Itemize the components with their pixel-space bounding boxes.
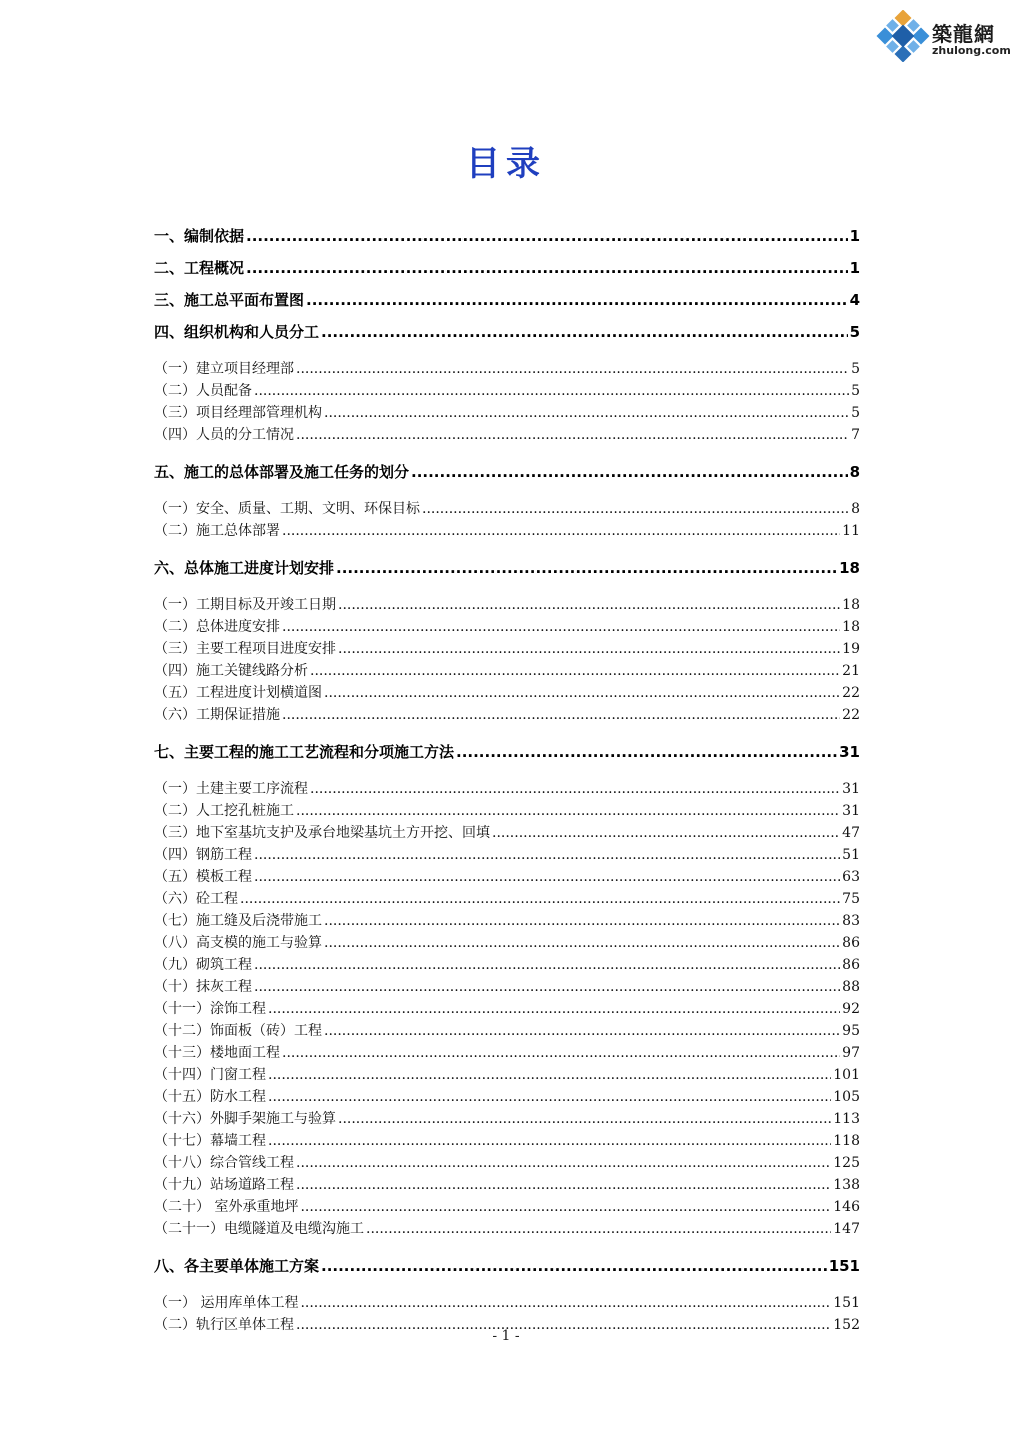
toc-leader-dots <box>310 778 840 800</box>
toc-entry-label: （二十） 室外承重地坪 <box>154 1199 299 1215</box>
toc-entry-label: 四、组织机构和人员分工 <box>154 323 320 341</box>
toc-section-entry[interactable] <box>154 932 860 954</box>
toc-entry-label: 八、各主要单体施工方案 <box>154 1257 320 1275</box>
toc-section-entry[interactable] <box>154 844 860 866</box>
toc-entry-label: （五）工程进度计划横道图 <box>154 685 322 701</box>
toc-entry-label: （五）模板工程 <box>154 869 252 885</box>
toc-entry-label: 六、总体施工进度计划安排 <box>154 559 335 577</box>
logo-text-en: zhulong.com <box>932 44 1011 57</box>
toc-section-entry[interactable] <box>154 1130 860 1152</box>
toc-entry-label: （十四）门窗工程 <box>154 1067 266 1083</box>
toc-entry-page: 21 <box>842 663 860 679</box>
toc-chapter-entry[interactable] <box>154 1250 860 1282</box>
toc-entry-label: （七）施工缝及后浇带施工 <box>154 913 322 929</box>
toc-leader-dots <box>422 498 849 520</box>
toc-entry-label: 一、编制依据 <box>154 227 245 245</box>
toc-section-entry[interactable] <box>154 1064 860 1086</box>
toc-section-entry[interactable] <box>154 1108 860 1130</box>
toc-leader-dots <box>282 520 840 542</box>
toc-entry-page: 113 <box>833 1111 860 1127</box>
toc-leader-dots <box>324 910 840 932</box>
toc-leader-dots <box>268 1064 831 1086</box>
toc-leader-dots <box>492 822 840 844</box>
toc-entry-page: 8 <box>849 463 860 481</box>
logo-diamond-icon <box>876 10 930 62</box>
toc-entry-page: 105 <box>833 1089 860 1105</box>
toc-leader-dots <box>296 800 840 822</box>
toc-leader-dots <box>282 616 840 638</box>
table-of-contents <box>154 220 860 1336</box>
toc-entry-label: （二）施工总体部署 <box>154 523 280 539</box>
toc-chapter-entry[interactable] <box>154 456 860 488</box>
toc-entry-label: 五、施工的总体部署及施工任务的划分 <box>154 463 410 481</box>
toc-entry-label: 二、工程概况 <box>154 259 245 277</box>
toc-section-entry[interactable] <box>154 682 860 704</box>
toc-section-entry[interactable] <box>154 1196 860 1218</box>
toc-entry-label: （二）轨行区单体工程 <box>154 1317 294 1333</box>
toc-entry-page: 95 <box>842 1023 860 1039</box>
toc-leader-dots <box>338 638 840 660</box>
toc-entry-page: 1 <box>849 259 860 277</box>
toc-entry-label: （八）高支模的施工与验算 <box>154 935 322 951</box>
toc-section-entry[interactable] <box>154 402 860 424</box>
toc-leader-dots <box>268 1086 831 1108</box>
toc-leader-dots <box>456 736 837 768</box>
toc-entry-label: （十六）外脚手架施工与验算 <box>154 1111 336 1127</box>
toc-entry-page: 146 <box>833 1199 860 1215</box>
toc-leader-dots <box>254 866 840 888</box>
toc-section-entry[interactable] <box>154 1086 860 1108</box>
toc-section-entry[interactable] <box>154 778 860 800</box>
toc-entry-label: （十一）涂饰工程 <box>154 1001 266 1017</box>
toc-leader-dots <box>296 358 849 380</box>
toc-entry-page: 118 <box>833 1133 860 1149</box>
toc-entry-label: 三、施工总平面布置图 <box>154 291 305 309</box>
toc-leader-dots <box>300 1196 831 1218</box>
toc-entry-page: 151 <box>828 1257 860 1275</box>
toc-entry-page: 97 <box>842 1045 860 1061</box>
toc-chapter-entry[interactable] <box>154 220 860 252</box>
toc-entry-label: （六）砼工程 <box>154 891 238 907</box>
toc-leader-dots <box>254 954 840 976</box>
toc-entry-label: （二）人员配备 <box>154 383 252 399</box>
toc-section-entry[interactable] <box>154 1218 860 1240</box>
toc-section-entry[interactable] <box>154 1152 860 1174</box>
toc-entry-label: （四）人员的分工情况 <box>154 427 294 443</box>
toc-entry-page: 11 <box>842 523 860 539</box>
toc-chapter-entry[interactable] <box>154 284 860 316</box>
toc-leader-dots <box>366 1218 831 1240</box>
toc-section-entry[interactable] <box>154 866 860 888</box>
toc-entry-label: （四）施工关键线路分析 <box>154 663 308 679</box>
toc-leader-dots <box>282 704 840 726</box>
toc-leader-dots <box>324 932 840 954</box>
toc-entry-page: 152 <box>833 1317 860 1333</box>
toc-entry-label: （十二）饰面板（砖）工程 <box>154 1023 322 1039</box>
toc-section-entry[interactable] <box>154 704 860 726</box>
toc-leader-dots <box>254 844 840 866</box>
toc-entry-page: 92 <box>842 1001 860 1017</box>
toc-chapter-entry[interactable] <box>154 316 860 348</box>
toc-section-entry[interactable] <box>154 424 860 446</box>
toc-leader-dots <box>300 1292 831 1314</box>
toc-section-entry[interactable] <box>154 1042 860 1064</box>
toc-entry-label: （四）钢筋工程 <box>154 847 252 863</box>
toc-leader-dots <box>336 552 837 584</box>
toc-entry-page: 101 <box>833 1067 860 1083</box>
toc-entry-page: 75 <box>842 891 860 907</box>
toc-leader-dots <box>254 976 840 998</box>
toc-leader-dots <box>306 284 848 316</box>
toc-entry-label: （九）砌筑工程 <box>154 957 252 973</box>
toc-section-entry[interactable] <box>154 1174 860 1196</box>
toc-entry-label: （一） 运用库单体工程 <box>154 1295 299 1311</box>
toc-leader-dots <box>268 998 840 1020</box>
toc-entry-label: 七、主要工程的施工工艺流程和分项施工方法 <box>154 743 455 761</box>
toc-leader-dots <box>338 1108 831 1130</box>
toc-entry-page: 31 <box>842 803 860 819</box>
toc-entry-page: 86 <box>842 935 860 951</box>
toc-section-entry[interactable] <box>154 822 860 844</box>
toc-entry-label: （十）抹灰工程 <box>154 979 252 995</box>
toc-entry-page: 51 <box>842 847 860 863</box>
toc-entry-page: 88 <box>842 979 860 995</box>
toc-section-entry[interactable] <box>154 1020 860 1042</box>
toc-section-entry[interactable] <box>154 888 860 910</box>
toc-leader-dots <box>324 1020 840 1042</box>
toc-entry-page: 151 <box>833 1295 860 1311</box>
toc-leader-dots <box>282 1042 840 1064</box>
toc-entry-label: （二）总体进度安排 <box>154 619 280 635</box>
toc-entry-page: 18 <box>842 597 860 613</box>
toc-entry-label: （十三）楼地面工程 <box>154 1045 280 1061</box>
toc-entry-page: 4 <box>849 291 860 309</box>
toc-section-entry[interactable] <box>154 594 860 616</box>
toc-section-entry[interactable] <box>154 498 860 520</box>
toc-section-entry[interactable] <box>154 1292 860 1314</box>
toc-section-entry[interactable] <box>154 910 860 932</box>
toc-entry-label: （一）工期目标及开竣工日期 <box>154 597 336 613</box>
toc-entry-page: 86 <box>842 957 860 973</box>
toc-entry-page: 125 <box>833 1155 860 1171</box>
toc-chapter-entry[interactable] <box>154 552 860 584</box>
toc-entry-page: 5 <box>851 361 860 377</box>
toc-entry-label: （二）人工挖孔桩施工 <box>154 803 294 819</box>
toc-entry-page: 19 <box>842 641 860 657</box>
toc-entry-label: （六）工期保证措施 <box>154 707 280 723</box>
toc-entry-page: 5 <box>849 323 860 341</box>
toc-leader-dots <box>338 594 840 616</box>
toc-entry-page: 83 <box>842 913 860 929</box>
toc-entry-page: 31 <box>839 743 860 761</box>
toc-entry-label: （三）地下室基坑支护及承台地梁基坑土方开挖、回填 <box>154 825 490 841</box>
toc-entry-page: 138 <box>833 1177 860 1193</box>
toc-leader-dots <box>324 402 849 424</box>
toc-entry-page: 47 <box>842 825 860 841</box>
toc-section-entry[interactable] <box>154 638 860 660</box>
toc-entry-page: 5 <box>851 405 860 421</box>
toc-entry-page: 31 <box>842 781 860 797</box>
page-number: - 1 - <box>492 1328 520 1344</box>
toc-entry-label: （一）安全、质量、工期、文明、环保目标 <box>154 501 420 517</box>
toc-leader-dots <box>411 456 848 488</box>
toc-entry-page: 7 <box>851 427 860 443</box>
toc-entry-page: 5 <box>851 383 860 399</box>
page-title: 目录 <box>466 144 546 184</box>
toc-section-entry[interactable] <box>154 660 860 682</box>
toc-leader-dots <box>268 1130 831 1152</box>
toc-section-entry[interactable] <box>154 954 860 976</box>
toc-section-entry[interactable] <box>154 380 860 402</box>
toc-entry-label: （一）土建主要工序流程 <box>154 781 308 797</box>
toc-leader-dots <box>296 424 849 446</box>
toc-leader-dots <box>254 380 849 402</box>
toc-entry-page: 22 <box>842 707 860 723</box>
toc-entry-page: 18 <box>839 559 860 577</box>
toc-entry-page: 63 <box>842 869 860 885</box>
toc-entry-label: （三）项目经理部管理机构 <box>154 405 322 421</box>
toc-section-entry[interactable] <box>154 976 860 998</box>
toc-leader-dots <box>246 252 848 284</box>
toc-entry-label: （十九）站场道路工程 <box>154 1177 294 1193</box>
logo-text-cn: 築龍網 <box>932 22 995 46</box>
toc-leader-dots <box>310 660 840 682</box>
toc-entry-label: （三）主要工程项目进度安排 <box>154 641 336 657</box>
zhulong-logo <box>876 10 1010 62</box>
toc-section-entry[interactable] <box>154 358 860 380</box>
toc-chapter-entry[interactable] <box>154 736 860 768</box>
toc-entry-label: （一）建立项目经理部 <box>154 361 294 377</box>
toc-leader-dots <box>246 220 848 252</box>
toc-leader-dots <box>321 1250 827 1282</box>
toc-entry-label: （二十一）电缆隧道及电缆沟施工 <box>154 1221 364 1237</box>
toc-leader-dots <box>296 1152 831 1174</box>
toc-leader-dots <box>324 682 840 704</box>
toc-section-entry[interactable] <box>154 616 860 638</box>
toc-entry-label: （十七）幕墙工程 <box>154 1133 266 1149</box>
toc-entry-label: （十八）综合管线工程 <box>154 1155 294 1171</box>
toc-leader-dots <box>296 1174 831 1196</box>
toc-section-entry[interactable] <box>154 800 860 822</box>
toc-entry-page: 1 <box>849 227 860 245</box>
toc-entry-page: 147 <box>833 1221 860 1237</box>
toc-section-entry[interactable] <box>154 520 860 542</box>
toc-leader-dots <box>321 316 848 348</box>
toc-leader-dots <box>240 888 840 910</box>
toc-entry-page: 8 <box>851 501 860 517</box>
toc-entry-page: 22 <box>842 685 860 701</box>
toc-section-entry[interactable] <box>154 998 860 1020</box>
toc-entry-page: 18 <box>842 619 860 635</box>
toc-entry-label: （十五）防水工程 <box>154 1089 266 1105</box>
toc-chapter-entry[interactable] <box>154 252 860 284</box>
